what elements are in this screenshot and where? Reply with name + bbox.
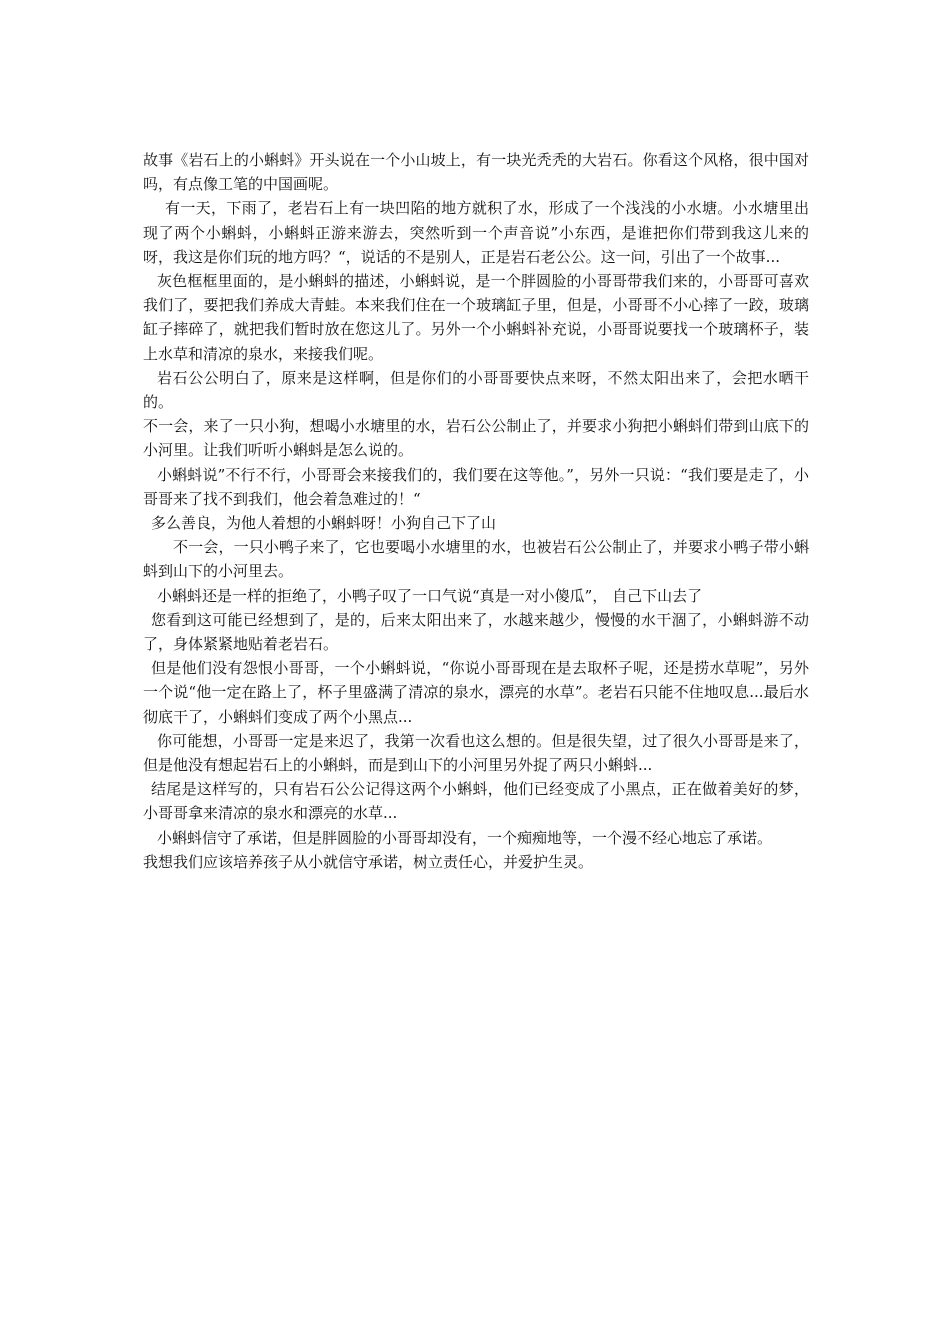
paragraph-rock-understands: 岩石公公明白了，原来是这样啊，但是你们的小哥哥要快点来呀，不然太阳出来了，会把水晒干的。 bbox=[143, 368, 809, 412]
paragraph-rain: 有一天，下雨了，老岩石上有一块凹陷的地方就积了水，形成了一个浅浅的小水塘。小水塘里出现了两个小蝌蚪，小蝌蚪正游来游去，突然听到一个声音说”小东西，是谁把你们带到我这儿来的呀，我这是你们玩的地方吗？“，说话的不是别人，正是岩石老公公。这一问，引出了一个故事... bbox=[143, 199, 809, 266]
paragraph-water-dries: 您看到这可能已经想到了，是的，后来太阳出来了，水越来越少，慢慢的水干涸了，小蝌蚪游不动了，身体紧紧地贴着老岩石。 bbox=[143, 610, 809, 654]
paragraph-promise: 小蝌蚪信守了承诺，但是胖圆脸的小哥哥却没有，一个痴痴地等，一个漫不经心地忘了承诺。 bbox=[157, 828, 773, 847]
paragraph-opening: 故事《岩石上的小蝌蚪》开头说在一个小山坡上，有一块光秃秃的大岩石。你看这个风格，很中国对吗，有点像工笔的中国画呢。 bbox=[143, 151, 809, 194]
paragraph-puppy-arrives: 不一会，来了一只小狗，想喝小水塘里的水，岩石公公制止了，并要求小狗把小蝌蚪们带到山底下的小河里。让我们听听小蝌蚪是怎么说的。 bbox=[143, 417, 809, 460]
paragraph-tadpole-story: 灰色框框里面的，是小蝌蚪的描述，小蝌蚪说，是一个胖圆脸的小哥哥带我们来的，小哥哥可喜欢我们了，要把我们养成大青蛙。本来我们住在一个玻璃缸子里，但是，小哥哥不小心摔了一跤，玻璃缸子摔碎了，就把我们暂时放在您这儿了。另外一个小蝌蚪补充说，小哥哥说要找一个玻璃杯子，装上水草和清凉的泉水，来接我们呢。 bbox=[143, 272, 809, 363]
paragraph-kindness: 多么善良，为他人着想的小蝌蚪呀！小狗自己下了山 bbox=[151, 514, 497, 533]
paragraph-ending: 结尾是这样写的，只有岩石公公记得这两个小蝌蚪，他们已经变成了小黑点，正在做着美好的梦，小哥哥拿来清凉的泉水和漂亮的水草... bbox=[143, 780, 809, 823]
paragraph-brother-late: 你可能想，小哥哥一定是来迟了，我第一次看也这么想的。但是很失望，过了很久小哥哥是来了，但是他没有想起岩石上的小蝌蚪，而是到山下的小河里另外捉了两只小蝌蚪... bbox=[143, 731, 809, 775]
paragraph-duckling-arrives: 不一会，一只小鸭子来了，它也要喝小水塘里的水，也被岩石公公制止了，并要求小鸭子带小蝌蚪到山下的小河里去。 bbox=[143, 538, 809, 581]
paragraph-conclusion: 我想我们应该培养孩子从小就信守承诺，树立责任心，并爱护生灵。 bbox=[143, 852, 594, 871]
paragraph-no-resentment: 但是他们没有怨恨小哥哥，一个小蝌蚪说，“你说小哥哥现在是去取杯子呢，还是捞水草呢”，另外一个说“他一定在路上了，杯子里盛满了清凉的泉水，漂亮的水草”。老岩石只能不住地叹息...最后水彻底干了，小蝌蚪们变成了两个小黑点... bbox=[143, 659, 809, 726]
document-page bbox=[143, 148, 809, 874]
paragraph-tadpoles-refuse: 小蝌蚪说”不行不行，小哥哥会来接我们的，我们要在这等他。”，另外一只说：“我们要是走了，小哥哥来了找不到我们，他会着急难过的！“ bbox=[143, 465, 809, 508]
paragraph-duckling-leaves: 小蝌蚪还是一样的拒绝了，小鸭子叹了一口气说“真是一对小傻瓜”， 自己下山去了 bbox=[157, 586, 703, 605]
